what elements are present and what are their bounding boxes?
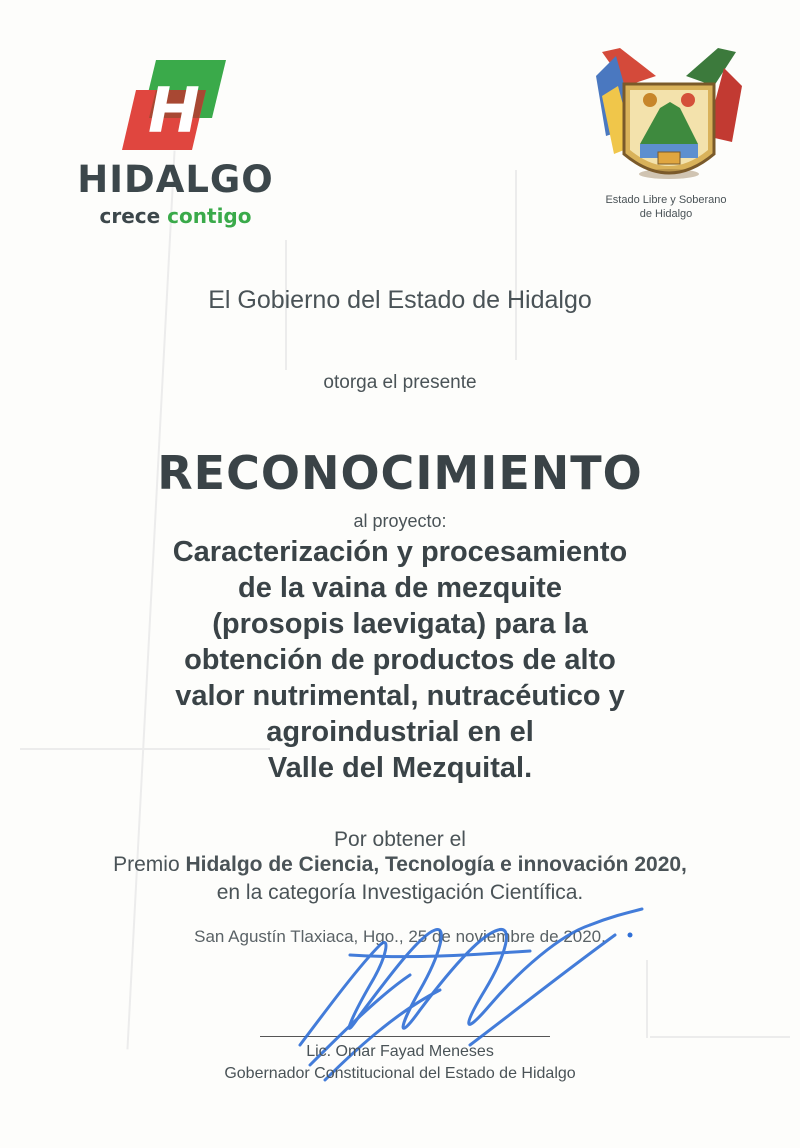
seal-caption (588, 193, 744, 221)
certificate-title: RECONOCIMIENTO (157, 446, 643, 500)
watermark-line (650, 1036, 790, 1038)
signer-role: Gobernador Constitucional del Estado de Hidalgo (224, 1065, 576, 1082)
obtain-text: Por obtener el (334, 828, 466, 851)
seal-caption-line-2: de Hidalgo (639, 208, 693, 220)
grants-text: otorga el presente (323, 372, 477, 393)
project-title-line: de la vaina de mezquite (238, 572, 562, 604)
signer-name: Lic. Omar Fayad Meneses (306, 1043, 494, 1060)
watermark-line (515, 170, 517, 360)
prize-name: Hidalgo de Ciencia, Tecnología e innovación 2020, (185, 853, 687, 876)
tagline-accent: contigo (167, 204, 252, 228)
project-title-line: agroindustrial en el (266, 716, 534, 748)
issuer-text: El Gobierno del Estado de Hidalgo (208, 286, 592, 314)
project-title-line: Caracterización y procesamiento (172, 536, 628, 568)
tagline-prefix: crece (99, 204, 161, 228)
category-text: en la categoría Investigación Científica. (216, 881, 584, 904)
prize-text (0, 853, 800, 877)
seal-caption-line-1: Estado Libre y Soberano (605, 194, 727, 206)
hidalgo-h-icon (122, 60, 226, 150)
watermark-line (646, 960, 648, 1038)
project-title-line: valor nutrimental, nutracéutico y (175, 680, 625, 712)
signature-line (260, 1036, 550, 1037)
logo-wordmark: HIDALGO (77, 158, 274, 201)
prize-prefix: Premio (113, 853, 180, 876)
project-title (120, 534, 680, 786)
logo-tagline (68, 204, 283, 228)
svg-text:H: H (148, 74, 200, 147)
place-date: San Agustín Tlaxiaca, Hgo., 25 de noviembre de 2020. (194, 927, 606, 946)
project-title-line: (prosopis laevigata) para la (212, 608, 588, 640)
project-title-line: Valle del Mezquital. (267, 752, 533, 784)
coat-of-arms-icon (596, 46, 742, 196)
to-project-label: al proyecto: (353, 511, 447, 531)
project-title-line: obtención de productos de alto (184, 644, 616, 676)
